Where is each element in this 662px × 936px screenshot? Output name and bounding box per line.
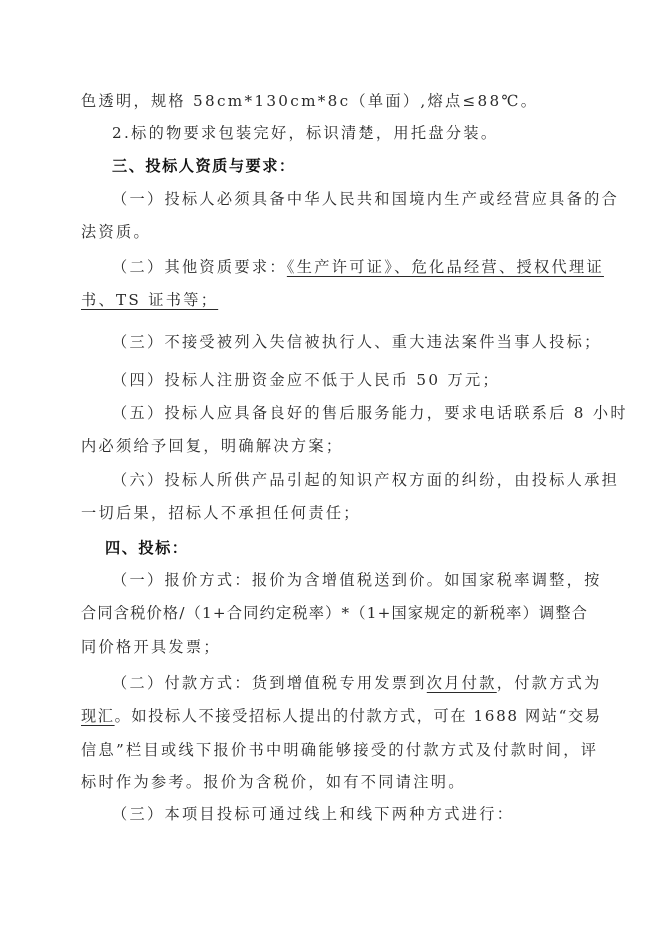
paragraph-line: 内必须给予回复，明确解决方案；	[81, 437, 344, 455]
underlined-text: 次月付款	[426, 674, 497, 692]
paragraph-line: 同价格开具发票；	[81, 638, 221, 656]
text-span: （二）其他资质要求：	[112, 258, 287, 276]
paragraph-line: （一）报价方式：报价为含增值税送到价。如国家税率调整，按	[112, 571, 602, 589]
section-heading-3: 三、投标人资质与要求：	[112, 157, 296, 175]
paragraph-line: （一）投标人必须具备中华人民共和国境内生产或经营应具备的合	[112, 190, 620, 208]
paragraph-line: （六）投标人所供产品引起的知识产权方面的纠纷，由投标人承担	[112, 471, 620, 489]
paragraph-line: 信息”栏目或线下报价书中明确能够接受的付款方式及付款时间，评	[81, 741, 599, 759]
paragraph-line: （三）不接受被列入失信被执行人、重大违法案件当事人投标；	[112, 333, 602, 351]
underlined-text: 《生产许可证》、危化品经营、授权代理证	[286, 258, 604, 276]
paragraph-line	[81, 706, 602, 726]
paragraph-line: （四）投标人注册资金应不低于人民币 50 万元；	[112, 371, 500, 389]
paragraph-line: 2.标的物要求包装完好，标识清楚，用托盘分装。	[112, 124, 499, 142]
underlined-text: 书、TS 证书等；	[81, 291, 219, 309]
text-span: 。如投标人不接受招标人提出的付款方式，可在 1688 网站“交易	[114, 707, 602, 725]
paragraph-line: 标时作为参考。报价为含税价，如有不同请注明。	[81, 773, 466, 791]
paragraph-line	[112, 673, 602, 693]
paragraph-line	[112, 257, 604, 277]
paragraph-line: （五）投标人应具备良好的售后服务能力，要求电话联系后 8 小时	[112, 404, 628, 422]
section-heading-4: 四、投标：	[105, 539, 189, 557]
paragraph-line: 法资质。	[81, 223, 151, 241]
paragraph-line: 色透明，规格 58cm*130cm*8c（单面）,熔点≤88℃。	[81, 92, 539, 110]
paragraph-line: （三）本项目投标可通过线上和线下两种方式进行：	[112, 805, 515, 823]
underlined-text: 现汇	[81, 707, 115, 725]
paragraph-line: 合同含税价格/（1+合同约定税率）*（1+国家规定的新税率）调整合	[81, 604, 589, 622]
text-span: ，付款方式为	[496, 674, 602, 692]
text-span: （二）付款方式：货到增值税专用发票到	[112, 674, 427, 692]
paragraph-line: 一切后果，招标人不承担任何责任；	[81, 504, 361, 522]
paragraph-line	[81, 290, 583, 310]
